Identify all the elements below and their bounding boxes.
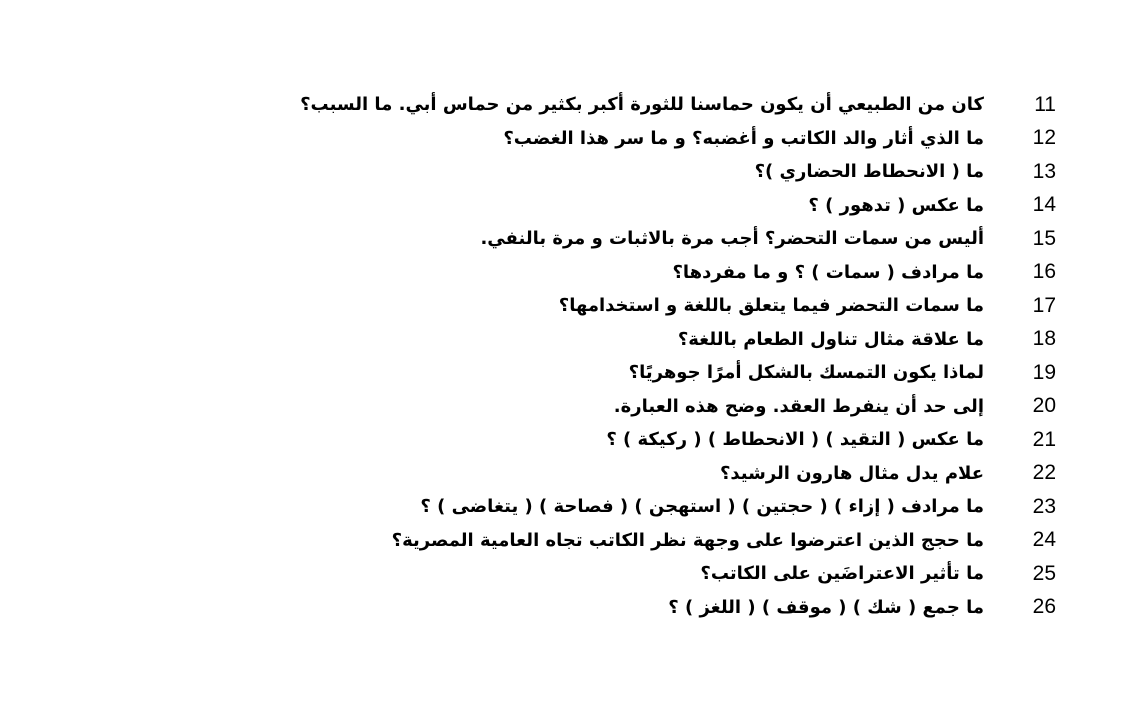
question-number: 16	[1032, 260, 1056, 284]
question-number: 17	[1032, 293, 1056, 317]
question-text: ما جمع ( شك ) ( موقف ) ( اللغز ) ؟	[668, 596, 984, 618]
question-text: كان من الطبيعي أن يكون حماسنا للثورة أكبر بكثير من حماس أبي. ما السبب؟	[300, 94, 984, 116]
question-number: 22	[1032, 461, 1056, 485]
question-item	[330, 155, 1060, 189]
question-item	[330, 457, 1060, 491]
question-item	[330, 390, 1060, 424]
question-text: ما مرادف ( سمات ) ؟ و ما مفردها؟	[672, 261, 984, 283]
question-text: ما تأثير الاعتراضَين على الكاتب؟	[700, 563, 984, 585]
question-number: 24	[1032, 528, 1056, 552]
question-item	[330, 323, 1060, 357]
question-item	[300, 88, 1060, 122]
question-number: 19	[1032, 360, 1056, 384]
question-item	[330, 557, 1060, 591]
question-item	[330, 122, 1060, 156]
question-number: 15	[1032, 226, 1056, 250]
question-item	[330, 289, 1060, 323]
question-text: لماذا يكون التمسك بالشكل أمرًا جوهريًا؟	[628, 362, 984, 384]
question-text: أليس من سمات التحضر؟ أجب مرة بالاثبات و مرة بالنفي.	[480, 228, 984, 250]
question-number: 20	[1032, 394, 1056, 418]
question-number: 13	[1032, 159, 1056, 183]
question-number: 26	[1032, 595, 1056, 619]
question-number: 23	[1032, 494, 1056, 518]
question-item	[330, 256, 1060, 290]
question-item	[330, 423, 1060, 457]
question-text: ما سمات التحضر فيما يتعلق باللغة و استخدامها؟	[558, 295, 984, 317]
question-text: ما حجج الذين اعترضوا على وجهة نظر الكاتب تجاه العامية المصرية؟	[391, 529, 984, 551]
question-number: 25	[1032, 561, 1056, 585]
question-text: ما مرادف ( إزاء ) ( حجتين ) ( استهجن ) ( فصاحة ) ( يتغاضى ) ؟	[420, 496, 984, 518]
question-number: 12	[1032, 126, 1056, 150]
question-text: ما ( الانحطاط الحضاري )؟	[754, 161, 984, 183]
question-text: ما عكس ( التقيد ) ( الانحطاط ) ( ركيكة ) ؟	[606, 429, 984, 451]
question-text: ما الذي أثار والد الكاتب و أغضبه؟ و ما سر هذا الغضب؟	[503, 127, 984, 149]
question-text: إلى حد أن ينفرط العقد. وضح هذه العبارة.	[613, 395, 984, 417]
question-number: 14	[1032, 193, 1056, 217]
question-text: علام يدل مثال هارون الرشيد؟	[719, 462, 984, 484]
question-item	[330, 189, 1060, 223]
question-number: 18	[1032, 327, 1056, 351]
question-list	[300, 88, 1060, 624]
question-item	[330, 356, 1060, 390]
question-item	[330, 524, 1060, 558]
question-number: 21	[1032, 427, 1056, 451]
question-item	[330, 591, 1060, 625]
question-text: ما علاقة مثال تناول الطعام باللغة؟	[677, 328, 984, 350]
question-text: ما عكس ( تدهور ) ؟	[808, 194, 984, 216]
question-item	[330, 490, 1060, 524]
question-item	[330, 222, 1060, 256]
question-number: 11	[1034, 92, 1056, 116]
